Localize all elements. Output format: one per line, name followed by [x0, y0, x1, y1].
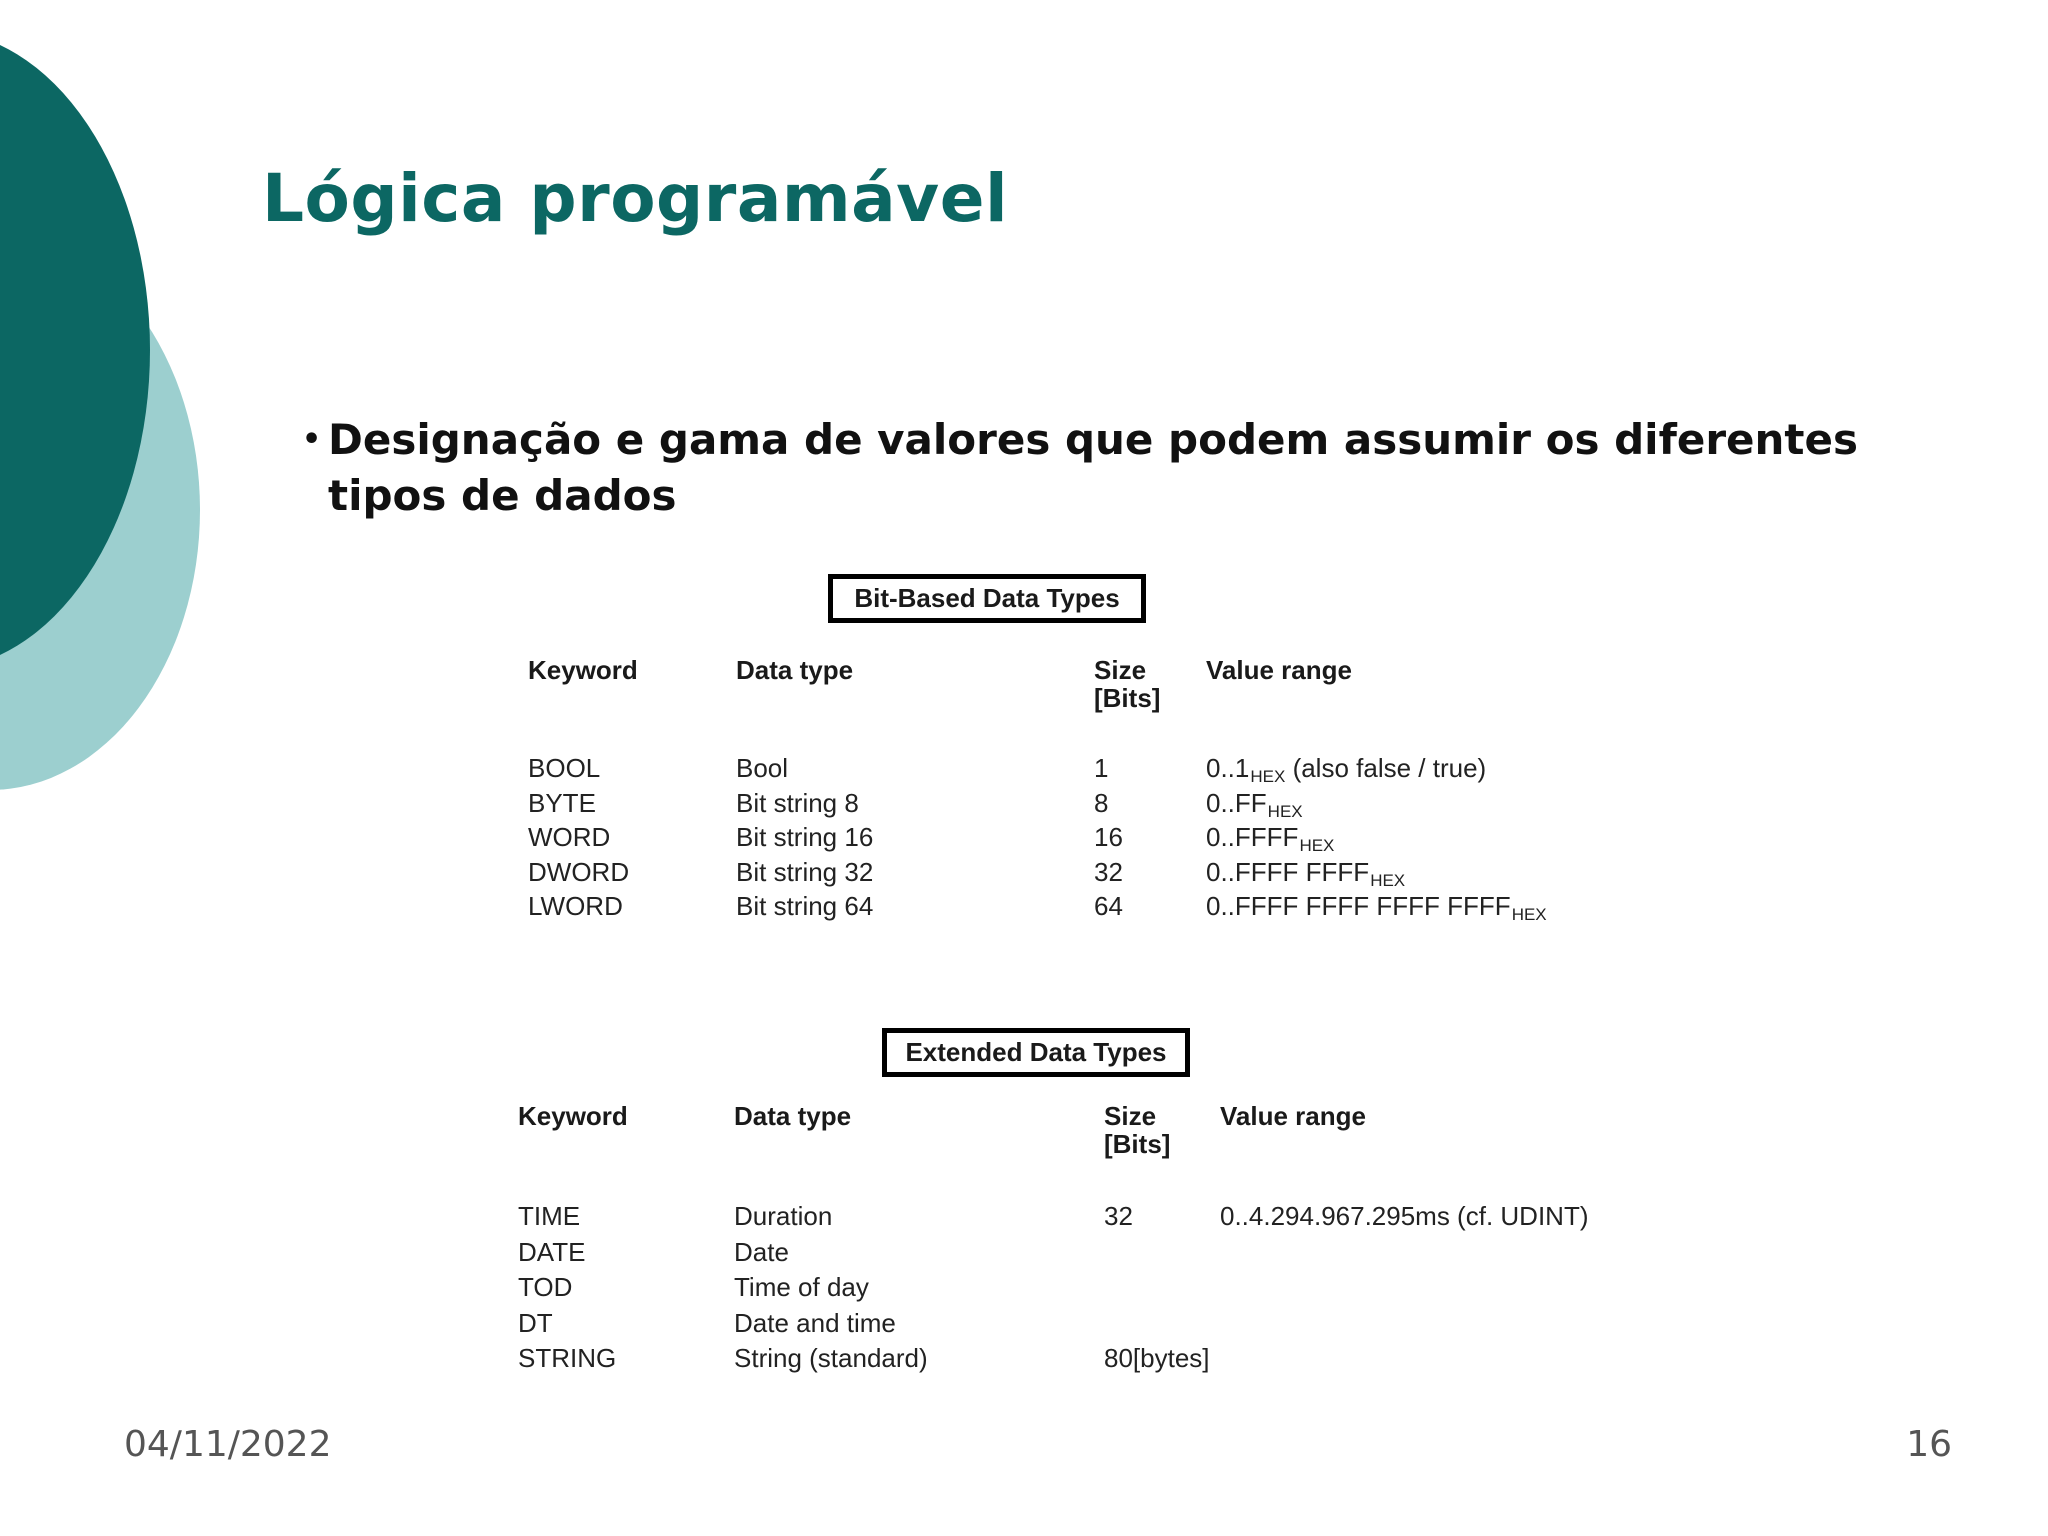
value-range-cell — [1206, 858, 1405, 895]
value-range-text: 0..FF — [1206, 788, 1267, 818]
column-header-size-unit: [Bits] — [1104, 1129, 1171, 1159]
footer-date: 04/11/2022 — [124, 1424, 332, 1465]
column-header-keyword: Keyword — [528, 655, 638, 685]
keyword-cell: BOOL — [528, 753, 601, 783]
size-cell: 1 — [1094, 753, 1109, 783]
column-header-value-range: Value range — [1206, 655, 1352, 685]
bullet-dot-icon: • — [302, 422, 322, 457]
column-header-data-type: Data type — [734, 1101, 852, 1131]
value-range-text: 0..FFFF FFFF — [1206, 857, 1370, 887]
size-cell: 16 — [1094, 822, 1123, 852]
keyword-cell: DATE — [518, 1237, 586, 1267]
size-cell: 32 — [1094, 857, 1123, 887]
hex-subscript: HEX — [1511, 905, 1547, 924]
data-type-cell: Bit string 32 — [736, 857, 874, 887]
keyword-cell: BYTE — [528, 788, 596, 818]
bullet-text: Designação e gama de valores que podem assumir os diferentes tipos de dados — [328, 415, 1858, 520]
data-type-cell: Duration — [734, 1201, 833, 1231]
value-range-cell: 0..4.294.967.295ms (cf. UDINT) — [1220, 1201, 1589, 1231]
data-type-cell: Date and time — [734, 1308, 896, 1338]
value-range-cell — [1206, 754, 1486, 791]
data-type-cell: Date — [734, 1237, 789, 1267]
value-range-cell — [1206, 823, 1334, 860]
bullet-item — [302, 412, 1862, 524]
data-type-cell: Time of day — [734, 1272, 869, 1302]
column-header-keyword: Keyword — [518, 1101, 628, 1131]
table-heading: Extended Data Types — [882, 1028, 1190, 1077]
keyword-cell: DT — [518, 1308, 553, 1338]
column-header-value-range: Value range — [1220, 1101, 1366, 1131]
keyword-cell: STRING — [518, 1343, 617, 1373]
keyword-cell: TOD — [518, 1272, 573, 1302]
keyword-cell: TIME — [518, 1201, 581, 1231]
value-range-cell — [1206, 789, 1303, 826]
value-range-text: 0..1 — [1206, 753, 1250, 783]
size-cell: 8 — [1094, 788, 1109, 818]
value-range-suffix: (also false / true) — [1285, 753, 1487, 783]
value-range-text: 0..FFFF FFFF FFFF FFFF — [1206, 891, 1511, 921]
data-type-cell: Bit string 8 — [736, 788, 859, 818]
value-range-cell — [1206, 892, 1547, 929]
size-cell: 80[bytes] — [1104, 1343, 1210, 1373]
column-header-size: Size — [1104, 1101, 1157, 1131]
data-type-cell: Bit string 16 — [736, 822, 874, 852]
page-number: 16 — [1906, 1424, 1952, 1465]
column-header-size: Size — [1094, 655, 1147, 685]
keyword-cell: DWORD — [528, 857, 630, 887]
hex-subscript: HEX — [1370, 871, 1406, 890]
keyword-cell: WORD — [528, 822, 611, 852]
data-type-cell: String (standard) — [734, 1343, 928, 1373]
data-type-cell: Bit string 64 — [736, 891, 874, 921]
column-header-size-unit: [Bits] — [1094, 683, 1161, 713]
hex-subscript: HEX — [1250, 767, 1286, 786]
keyword-cell: LWORD — [528, 891, 623, 921]
size-cell: 64 — [1094, 891, 1123, 921]
size-cell: 32 — [1104, 1201, 1133, 1231]
hex-subscript: HEX — [1299, 836, 1335, 855]
column-header-data-type: Data type — [736, 655, 854, 685]
slide-title: Lógica programável — [262, 160, 1009, 237]
value-range-text: 0..FFFF — [1206, 822, 1299, 852]
data-type-cell: Bool — [736, 753, 789, 783]
table-heading: Bit-Based Data Types — [828, 574, 1146, 623]
hex-subscript: HEX — [1267, 802, 1303, 821]
